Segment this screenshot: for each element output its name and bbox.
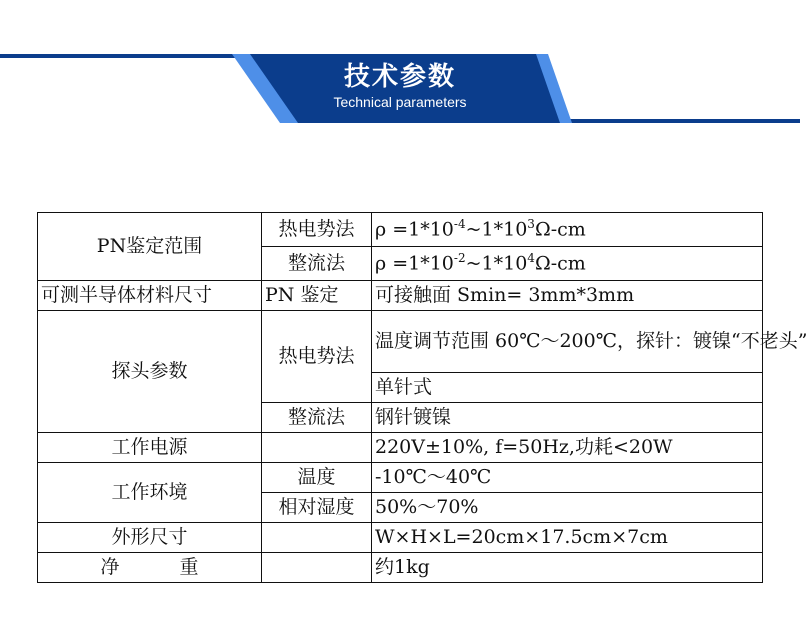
probe-needle-plating: 钢针镀镍 (372, 403, 763, 433)
pn-method-rectifier: 整流法 (262, 247, 372, 281)
weight-label: 净 重 (38, 553, 262, 583)
dimensions-value: W×H×L=20cm×17.5cm×7cm (372, 523, 763, 553)
empty-cell (262, 523, 372, 553)
table-row (38, 523, 763, 553)
table-row (38, 463, 763, 493)
table-row (38, 553, 763, 583)
pn-range-label: PN鉴定范围 (38, 213, 262, 281)
pn-method-thermo: 热电势法 (262, 213, 372, 247)
empty-cell (262, 553, 372, 583)
probe-temp-value: 温度调节范围 60℃～200℃，探针：镀镍“不老头” (372, 311, 763, 373)
environment-temp-value: -10℃～40℃ (372, 463, 763, 493)
table-row (38, 311, 763, 373)
measurable-value: 可接触面 Smin= 3mm*3mm (372, 281, 763, 311)
table-row (38, 213, 763, 247)
measurable-label: 可测半导体材料尺寸 (38, 281, 262, 311)
measurable-method: PN 鉴定 (262, 281, 372, 311)
pn-range-thermo-value: $\rho =1*10^{-4}\sim 1*10^3\Omega-cm$ (372, 213, 763, 247)
probe-method-thermo: 热电势法 (262, 311, 372, 403)
section-subtitle: Technical parameters (333, 94, 467, 110)
probe-label: 探头参数 (38, 311, 262, 433)
empty-cell (262, 433, 372, 463)
probe-needle-type: 单针式 (372, 373, 763, 403)
environment-humidity-value: 50%～70% (372, 493, 763, 523)
section-title: 技术参数 (343, 62, 456, 92)
table-row (38, 433, 763, 463)
environment-humidity-label: 相对湿度 (262, 493, 372, 523)
environment-temp-label: 温度 (262, 463, 372, 493)
table-row (38, 281, 763, 311)
environment-label: 工作环境 (38, 463, 262, 523)
pn-range-rectifier-value: $\rho =1*10^{-2}\sim 1*10^4\Omega-cm$ (372, 247, 763, 281)
probe-method-rectifier: 整流法 (262, 403, 372, 433)
weight-value: 约1kg (372, 553, 763, 583)
dimensions-label: 外形尺寸 (38, 523, 262, 553)
spec-table (37, 212, 807, 583)
power-value: 220V±10%, f=50Hz,功耗<20W (372, 433, 763, 463)
power-label: 工作电源 (38, 433, 262, 463)
